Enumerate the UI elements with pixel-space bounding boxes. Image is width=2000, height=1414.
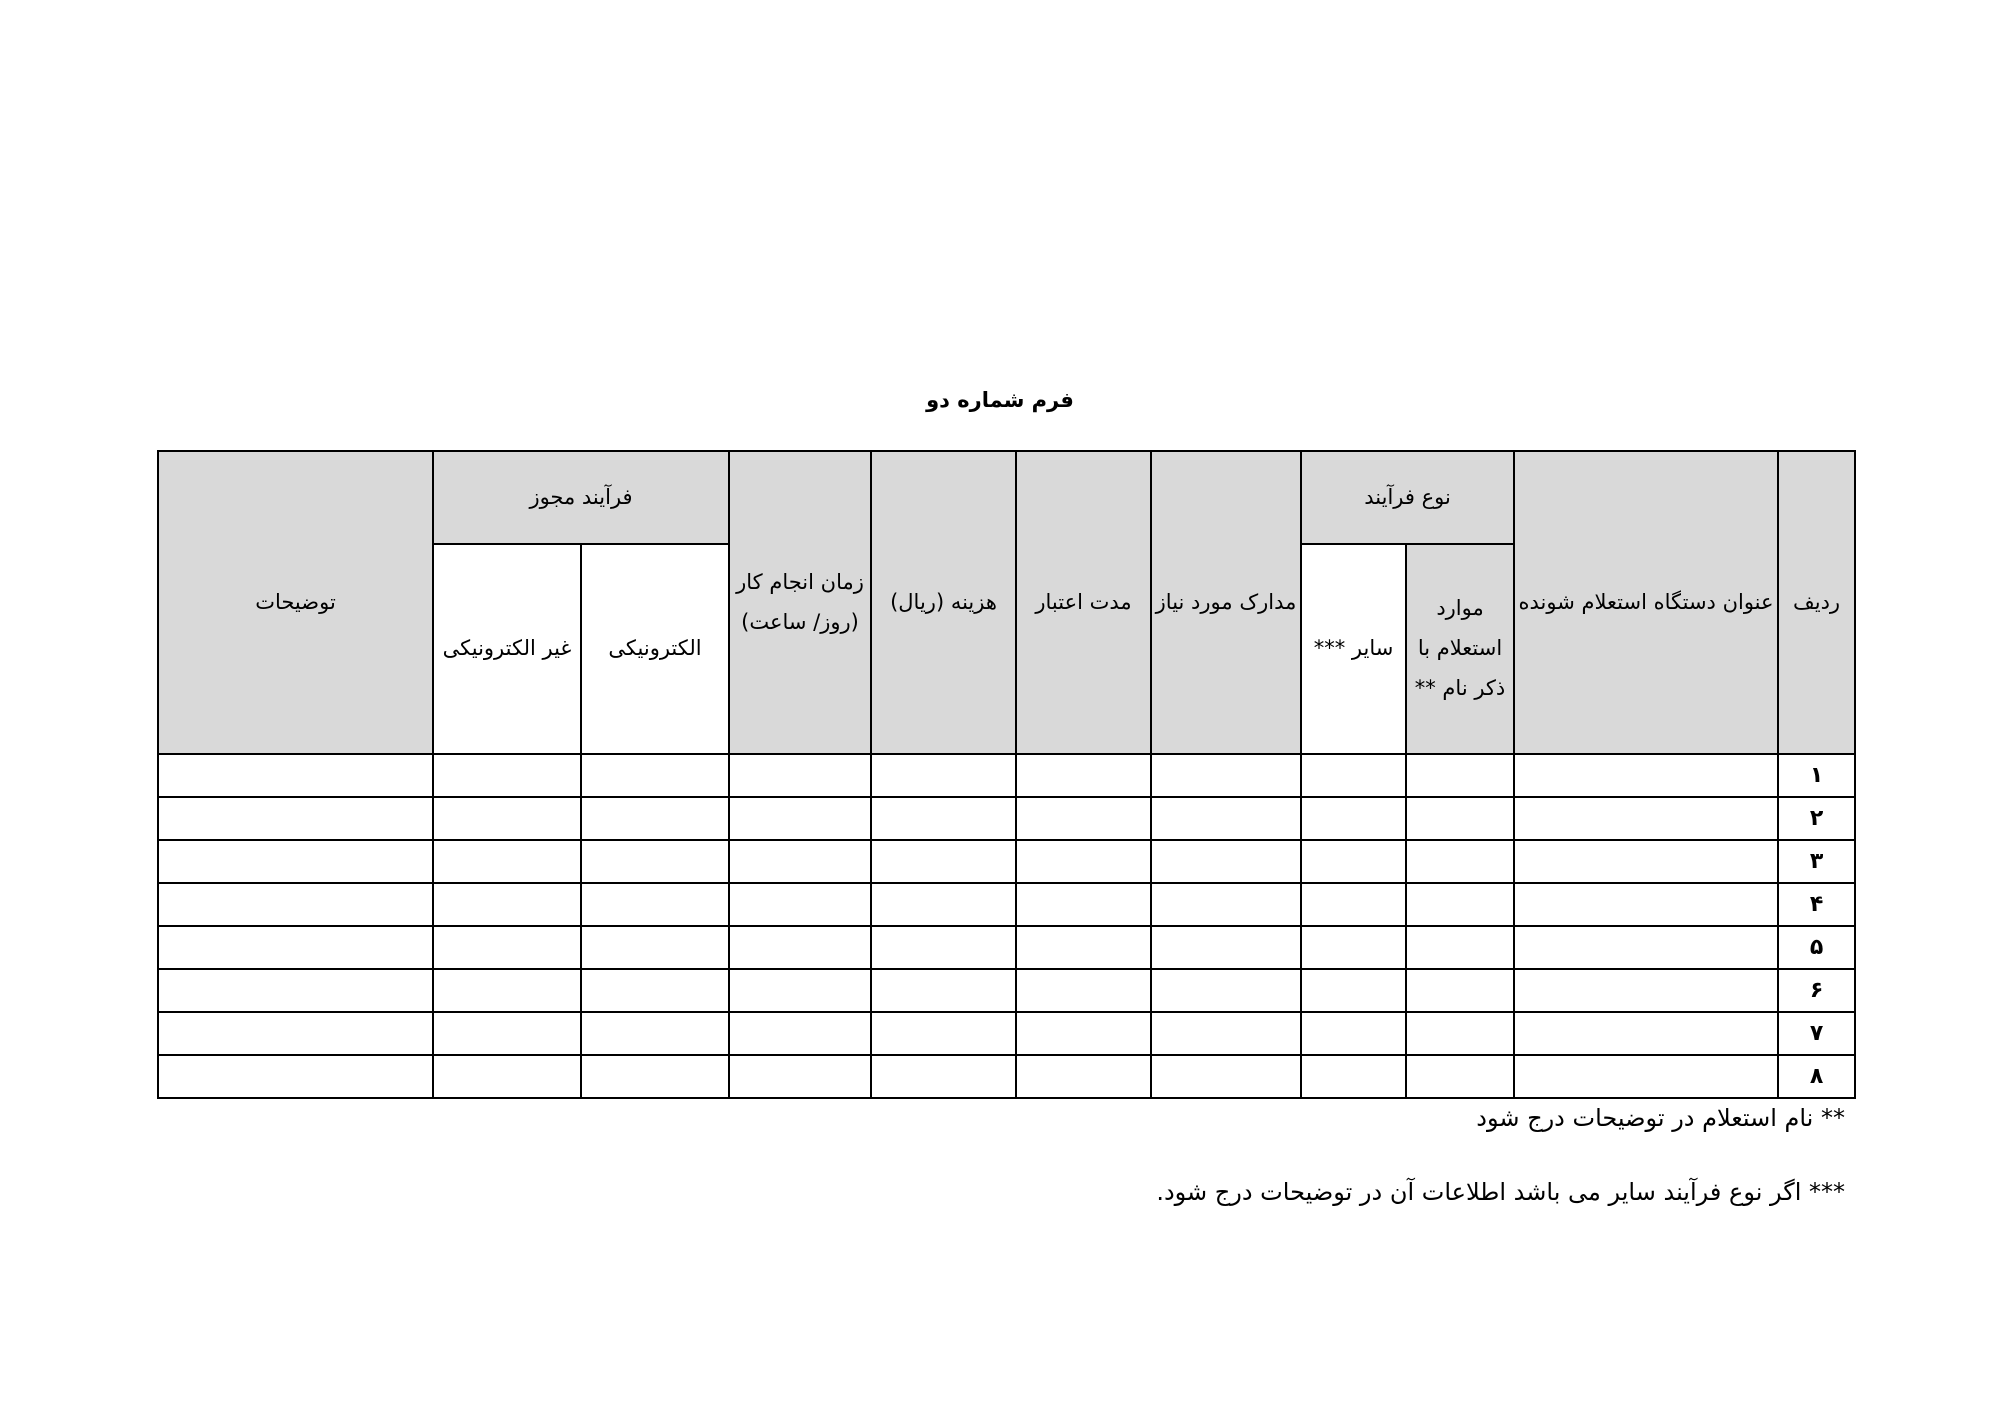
form-title: فرم شماره دو: [926, 388, 1074, 412]
header-cost: هزینه (ریال): [871, 451, 1016, 754]
table-cell[interactable]: [1151, 969, 1301, 1012]
table-cell[interactable]: [1016, 754, 1151, 797]
header-non-electronic: غیر الکترونیکی: [433, 544, 581, 754]
table-cell[interactable]: [1406, 754, 1514, 797]
table-cell[interactable]: [158, 883, 433, 926]
table-cell[interactable]: [1151, 840, 1301, 883]
header-validity-period: مدت اعتبار: [1016, 451, 1151, 754]
table-cell[interactable]: [1301, 883, 1406, 926]
table-cell[interactable]: [581, 1055, 729, 1098]
table-cell[interactable]: [1406, 926, 1514, 969]
table-cell[interactable]: [729, 754, 871, 797]
table-cell[interactable]: [1514, 1012, 1778, 1055]
row-number: ۷: [1778, 1012, 1855, 1055]
table-cell[interactable]: [1016, 840, 1151, 883]
table-cell[interactable]: [871, 1055, 1016, 1098]
table-cell[interactable]: [1016, 969, 1151, 1012]
row-number: ۱: [1778, 754, 1855, 797]
row-number: ۴: [1778, 883, 1855, 926]
header-process-type: نوع فرآیند: [1301, 451, 1514, 544]
table-cell[interactable]: [1301, 840, 1406, 883]
table-cell[interactable]: [1016, 1012, 1151, 1055]
table-cell[interactable]: [729, 969, 871, 1012]
table-cell[interactable]: [729, 926, 871, 969]
table-cell[interactable]: [871, 754, 1016, 797]
table-cell[interactable]: [1406, 797, 1514, 840]
table-row: [158, 969, 1855, 1012]
table-cell[interactable]: [871, 883, 1016, 926]
table-cell[interactable]: [433, 1012, 581, 1055]
table-cell[interactable]: [433, 797, 581, 840]
header-description: توضیحات: [158, 451, 433, 754]
table-cell[interactable]: [158, 969, 433, 1012]
table-row: [158, 797, 1855, 840]
table-row: [158, 1012, 1855, 1055]
table-cell[interactable]: [433, 926, 581, 969]
footnote-other-process: *** اگر نوع فرآیند سایر می باشد اطلاعات آن در توضیحات درج شود.: [1156, 1178, 1845, 1206]
table-row: [158, 840, 1855, 883]
table-cell[interactable]: [1151, 1012, 1301, 1055]
inquiry-table: [157, 450, 1856, 1099]
table-cell[interactable]: [158, 840, 433, 883]
table-cell[interactable]: [1514, 840, 1778, 883]
header-named-inquiries: موارد استعلام با ذکر نام **: [1406, 544, 1514, 754]
table-cell[interactable]: [581, 797, 729, 840]
table-cell[interactable]: [1301, 797, 1406, 840]
table-cell[interactable]: [433, 840, 581, 883]
table-cell[interactable]: [729, 883, 871, 926]
table-cell[interactable]: [581, 754, 729, 797]
table-cell[interactable]: [1301, 1012, 1406, 1055]
table-cell[interactable]: [871, 969, 1016, 1012]
table-cell[interactable]: [581, 926, 729, 969]
table-cell[interactable]: [158, 1012, 433, 1055]
header-required-documents: مدارک مورد نیاز: [1151, 451, 1301, 754]
table-row: [158, 754, 1855, 797]
table-cell[interactable]: [729, 840, 871, 883]
table-cell[interactable]: [1151, 797, 1301, 840]
table-cell[interactable]: [729, 797, 871, 840]
table-cell[interactable]: [1301, 969, 1406, 1012]
table-cell[interactable]: [1514, 969, 1778, 1012]
table-cell[interactable]: [871, 840, 1016, 883]
table-cell[interactable]: [433, 883, 581, 926]
table-cell[interactable]: [581, 840, 729, 883]
header-other-type: سایر ***: [1301, 544, 1406, 754]
table-cell[interactable]: [1406, 883, 1514, 926]
row-number: ۳: [1778, 840, 1855, 883]
header-license-process: فرآیند مجوز: [433, 451, 729, 544]
table-cell[interactable]: [871, 1012, 1016, 1055]
table-cell[interactable]: [871, 797, 1016, 840]
header-electronic: الکترونیکی: [581, 544, 729, 754]
footnote-inquiry-name: ** نام استعلام در توضیحات درج شود: [1476, 1104, 1845, 1132]
table-cell[interactable]: [581, 1012, 729, 1055]
row-number: ۲: [1778, 797, 1855, 840]
table-cell[interactable]: [1016, 926, 1151, 969]
table-cell[interactable]: [158, 1055, 433, 1098]
table-cell[interactable]: [1406, 840, 1514, 883]
table-cell[interactable]: [158, 926, 433, 969]
table-cell[interactable]: [1514, 926, 1778, 969]
table-cell[interactable]: [729, 1012, 871, 1055]
table-row: [158, 926, 1855, 969]
header-row-number: ردیف: [1778, 451, 1855, 754]
table-cell[interactable]: [1406, 969, 1514, 1012]
table-cell[interactable]: [1514, 797, 1778, 840]
row-number: ۶: [1778, 969, 1855, 1012]
table-cell[interactable]: [433, 754, 581, 797]
table-cell[interactable]: [1016, 883, 1151, 926]
table-cell[interactable]: [158, 797, 433, 840]
table-cell[interactable]: [433, 969, 581, 1012]
row-number: ۸: [1778, 1055, 1855, 1098]
table-cell[interactable]: [1514, 754, 1778, 797]
header-duration: زمان انجام کار (روز/ ساعت): [729, 451, 871, 754]
table-cell[interactable]: [1016, 797, 1151, 840]
table-cell[interactable]: [158, 754, 433, 797]
table-cell[interactable]: [581, 969, 729, 1012]
table-cell[interactable]: [1406, 1055, 1514, 1098]
table-cell[interactable]: [1301, 926, 1406, 969]
table-cell[interactable]: [871, 926, 1016, 969]
table-cell[interactable]: [1514, 1055, 1778, 1098]
row-number: ۵: [1778, 926, 1855, 969]
table-cell[interactable]: [1151, 926, 1301, 969]
table-cell[interactable]: [1151, 754, 1301, 797]
table-cell[interactable]: [1151, 1055, 1301, 1098]
table-row: [158, 883, 1855, 926]
table-row: [158, 1055, 1855, 1098]
table-cell[interactable]: [581, 883, 729, 926]
table-cell[interactable]: [1016, 1055, 1151, 1098]
table-cell[interactable]: [1514, 883, 1778, 926]
header-authority: عنوان دستگاه استعلام شونده: [1514, 451, 1778, 754]
table-cell[interactable]: [1151, 883, 1301, 926]
table-cell[interactable]: [1301, 754, 1406, 797]
table-cell[interactable]: [1301, 1055, 1406, 1098]
table-cell[interactable]: [433, 1055, 581, 1098]
table-cell[interactable]: [729, 1055, 871, 1098]
table-cell[interactable]: [1406, 1012, 1514, 1055]
